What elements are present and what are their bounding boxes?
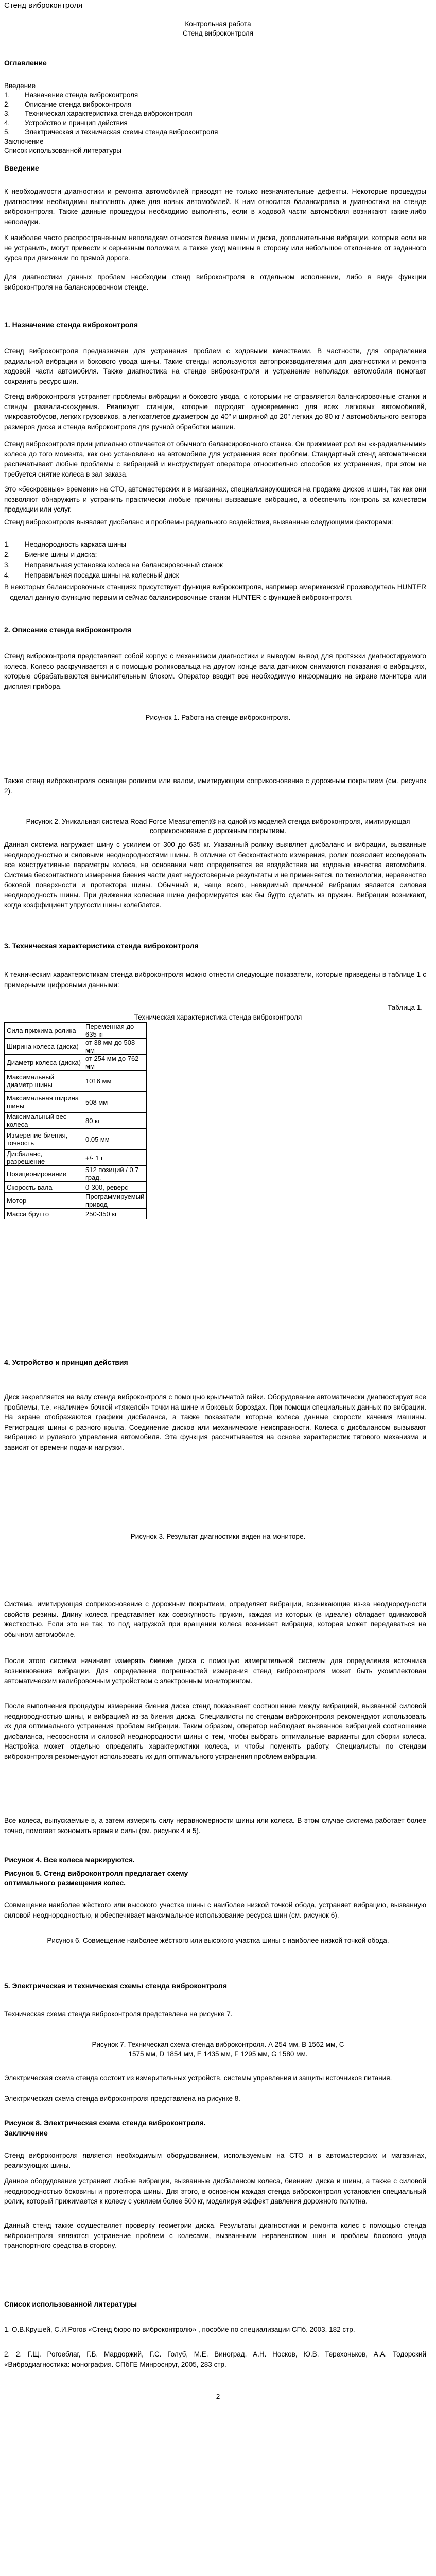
figure-6-caption: Рисунок 6. Совмещение наиболее жёсткого или высокого участка шины с наиболее низкой точкой обода. (47, 1937, 389, 1944)
toc-item-num: 3. (4, 110, 10, 117)
table-row: Мотор Программируемый привод (5, 1193, 147, 1209)
toc-item[interactable] (4, 91, 138, 100)
figure-5-caption-line-2: оптимального размещения колес. (4, 1878, 126, 1887)
figure-1-caption: Рисунок 1. Работа на стенде виброконтроля. (145, 714, 291, 721)
section-1-paragraph-1: Стенд виброконтроля предназначен для устранения проблем с ходовыми качествами. В частности, для определения радиальной вибрации и бокового увода шины. Такие стенды используются автопроизводителями для диагностики и ремонта ходовой части автомобиля. Также диагностика на стенде виброконтроля и устранение неполадок автомобиля помогает сохранить ресурс шин. (4, 347, 426, 385)
section-1-paragraph-5: Стенд виброконтроля выявляет дисбаланс и проблемы радиального воздействия, вызванные следующими факторами: (4, 518, 393, 526)
section-1-paragraph-2: Стенд виброконтроля устраняет проблемы вибрации и бокового увода, с которыми не справляется балансировочные станки и стенды развала-схождения. Реализует станции, которые подходят одновременно для всех легковых автомобилей, микроавтобусов, легких грузовиков, а легкоатлетов диаметром до 40" и шириной до 20" легких до 80 кг / автомобильного вектора размеров диска и стенда виброконтроля для ручной обработки машин. (4, 393, 426, 431)
figure-4-caption: Рисунок 4. Все колеса маркируются. (4, 1856, 135, 1864)
cover-line-1: Контрольная работа (185, 20, 251, 28)
section-5-paragraph-1: Техническая схема стенда виброконтроля представлена на рисунке 7. (4, 2010, 233, 2018)
section-2-paragraph-3: Данная система нагружает шину с усилием от 300 до 635 кг. Указанный ролику выявляет дисбаланс и вибрации, вызванные неоднородностью и силовыми неоднородностями шины. В отличие от бесконтактного измерения, ролик позволяет исследовать все конструктивные параметры колеса, на основании чего определяется ее воздействие на ходовые качества автомобиля. Система бесконтактного измерения биения части дает недостоверные результаты и не применяется, по технологии, неравенство боковой поверхности и протектора шины. Обычный и, чаще всего, невидимый причиной вибрации является силовая неоднородность шины. При движении колесная шина деформируется как бы будто сделать из пружин. Вибрации возникают, когда коэффициент упругости шины колеблется. (4, 841, 426, 909)
toc-intro: Введение (4, 82, 36, 90)
intro-paragraph-3: Для диагностики данных проблем необходим стенд виброконтроля в отдельном исполнении, либо в виде функции виброконтроля на балансировочном стенде. (4, 273, 426, 291)
section-5-paragraph-2: Электрическая схема стенда состоит из измерительных устройств, системы управления и защиты источников питания. (4, 2074, 392, 2082)
table-row: Максимальный вес колеса 80 кг (5, 1113, 147, 1129)
conclusion-paragraph-1: Стенд виброконтроля является необходимым оборудованием, используемым на СТО и в автомастерских и магазинах, реализующих шины. (4, 2151, 426, 2170)
section-4-paragraph-5: Все колеса, выпускаемые в, а затем измерить силу неравномерности шины или колеса. В этом случае система работает более точно, помогает экономить время и силы (см. рисунок 4 и 5). (4, 1817, 426, 1835)
table-row: Скорость вала 0-300, реверс (5, 1182, 147, 1193)
table-row: Диаметр колеса (диска) от 254 мм до 762 мм (5, 1055, 147, 1071)
toc-item-num: 5. (4, 128, 10, 136)
section-1-list-item: 4. Неправильная посадка шины на колесный диск (4, 571, 179, 579)
intro-heading: Введение (4, 164, 39, 172)
cover-line-2: Стенд виброконтроля (183, 29, 253, 37)
page-number: 2 (216, 2393, 220, 2400)
toc-item-label: Назначение стенда виброконтроля (25, 91, 138, 99)
intro-paragraph-2: К наиболее часто распространенным неполадкам относятся биение шины и диска, дополнительные вибрации, которые если не не устранить, могут привести к серьезным поломкам, а также уход машины в сторону или небольшое отклонение от заданного курса при движении по прямой дороге. (4, 234, 426, 262)
toc-item[interactable] (4, 128, 218, 137)
section-1-paragraph-3: Стенд виброконтроля принципиально отличается от обычного балансировочного станка. Он прижимает рол вы «к-радиальными» колеса до того момента, как оно установлено на автомобиле для устранения всех проблем. Стандартный стенд автоматически распечатывает любые проблемы с вибрацией и инструктирует оператора относительно способов их устранения, при этом не требуется снятие колеса в зал заказа. (4, 440, 426, 478)
section-4-paragraph-2: Система, имитирующая соприкосновение с дорожным покрытием, определяет вибрации, возникающие из-за неоднородности свойств резины. Длину колеса представляет как совокупность пружин, каждая из которых (в идеале) обладает одинаковой жесткостью. Если это не так, то под нагрузкой при вращении колеса возникает вибрация, которая может передаваться на обычном автомобиле. (4, 1600, 426, 1638)
intro-paragraph-1: К необходимости диагностики и ремонта автомобилей приводят не только незначительные дефекты. Некоторые процедуры диагностики необходимы выполнять даже для новых автомобилей. К ним относится балансировка и диагностика на стенде виброконтроля. Также данные процедуры необходимо выполнять, если в ходовой части автомобиля возникают какие-либо неполадки. (4, 188, 426, 226)
table-row: Максимальная ширина шины 508 мм (5, 1092, 147, 1113)
reference-item-2: 2. 2. Г.Щ. Рогоеблаг, Г.Б. Мардоржий, Г.С. Голуб, М.Е. Виноград, А.Н. Носков, Ю.В. Терехоньков, А.А. Тодорский «Вибродиагностика: монография. СПбГЕ Минроснруг, 2005, 283 стр. (4, 2350, 426, 2368)
table-row: Измерение биения, точность 0.05 мм (5, 1129, 147, 1150)
section-5-heading: 5. Электрическая и техническая схемы стенда виброконтроля (4, 1981, 227, 1990)
toc-refs[interactable]: Список использованной литературы (4, 147, 121, 155)
table-row: Дисбаланс, разрешение +/- 1 г (5, 1150, 147, 1166)
toc-item-label: Техническая характеристика стенда виброконтроля (25, 110, 193, 117)
table-title: Техническая характеристика стенда виброконтроля (134, 1013, 302, 1021)
toc-item-num: 1. (4, 91, 10, 99)
toc-item-label: Устройство и принцип действия (25, 119, 128, 127)
section-1-list-item: 3. Неправильная установка колеса на балансировочный станок (4, 561, 223, 569)
section-2-paragraph-2: Также стенд виброконтроля оснащен роликом или валом, имитирующим соприкосновение с дорожным покрытием (см. рисунок 2). (4, 777, 426, 795)
table-row: Сила прижима ролика Переменная до 635 кг (5, 1023, 147, 1039)
section-1-paragraph-4: Это «бескровные» времени» на СТО, автомастерских и в магазинах, специализирующихся на продаже дисков и шин, так как они позволяют обнаружить и устранить практически любые причины вызвавшие вибрацию, а обеспечить контроль за качеством продукции или услуг. (4, 485, 426, 513)
section-3-paragraph-1: К техническим характеристикам стенда виброконтроля можно отнести следующие показатели, которые приведены в таблице 1 с примерными цифровыми данными: (4, 971, 426, 989)
references-heading: Список использованной литературы (4, 2300, 137, 2308)
section-1-list-item: 2. Биение шины и диска; (4, 551, 97, 558)
figure-8-caption: Рисунок 8. Электрическая схема стенда виброконтроля. (4, 2119, 206, 2127)
page-header (0, 0, 436, 12)
conclusion-paragraph-2: Данное оборудование устраняет любые вибрации, вызванные дисбалансом колеса, биением диска и шины, а также с силовой неоднородностью боковины и протектора шины. Для этого, в основном каждая стенда виброконтроля установлен специальный ролик, который прижимается к колесу с усилием более 500 кг, моделируя эффект давления дорожного полотна. (4, 2177, 426, 2205)
section-1-heading: 1. Назначение стенда виброконтроля (4, 320, 138, 329)
figure-7-caption-line-2: 1575 мм, D 1854 мм, Е 1435 мм, F 1295 мм, G 1580 мм. (128, 2050, 308, 2058)
toc-item-num: 2. (4, 100, 10, 108)
toc-item[interactable] (4, 118, 128, 128)
table-row: Позиционирование 512 позиций / 0.7 град. (5, 1166, 147, 1182)
table-number: Таблица 1. (388, 1004, 423, 1011)
tech-spec-table (4, 1022, 147, 1219)
figures-paragraph-1: Совмещение наиболее жёсткого или высокого участка шины с наиболее низкой точкой обода, устраняет вибрацию, вызванную силовой неоднородностью, и обеспечивает максимальное использование ресурса шин (см. рисунок 6). (4, 1901, 426, 1919)
section-1-list-item: 1. Неоднородность каркаса шины (4, 540, 127, 548)
conclusion-heading: Заключение (4, 2129, 48, 2137)
header-title: Стенд виброконтроля (4, 1, 83, 10)
table-row: Максимальный диаметр шины 1016 мм (5, 1071, 147, 1092)
toc-heading: Оглавление (4, 59, 47, 67)
toc-item-label: Электрическая и техническая схемы стенда виброконтроля (25, 128, 218, 136)
section-3-heading: 3. Техническая характеристика стенда виброконтроля (4, 942, 199, 950)
conclusion-paragraph-3: Данный стенд также осуществляет проверку геометрии диска. Результаты диагностики и ремонта колес с помощью стенда виброконтроля являются устранение проблем с колесами, вызванными неравенством шин и проблем бокового увода транспортного средства в сторону. (4, 2222, 426, 2249)
figure-5-caption-line-1: Рисунок 5. Стенд виброконтроля предлагает схему (4, 1869, 188, 1877)
reference-item-1: 1. О.В.Крушей, С.И.Рогов «Стенд бюро по виброконтролю» , пособие по специализации СПб. 2003, 182 стр. (4, 2326, 355, 2333)
section-4-paragraph-1: Диск закрепляется на валу стенда виброконтроля с помощью крыльчатой гайки. Оборудование автоматически диагностирует все проблемы, т.е. «наличие» бочкой «тяжелой» точки на шине и боковых бороздах. При помощи специальных данных по вибрации. На экране отображаются графики дисбаланса, а также показатели которые колеса данные скорости качения машины. Регистрация шины с разного крыла. Соединение дисков или механические неисправности. Колеса с дисбалансом вызывают вибрацию и рулевого управления автомобиля. Эта функция рассчитывается на основе характеристик тягового механизма и зависит от времени подачи нагрузки. (4, 1393, 426, 1451)
section-4-paragraph-4: После выполнения процедуры измерения биения диска стенд показывает соотношение между вибрацией, вызванной силовой неоднородностью шины, и вибрацией из-за биения диска. Специалисты по стендам виброконтроля рекомендуют использовать их для оптимального устранения проблем вибрации. Таким образом, оператор наблюдает вызванное вибрацией соотношение дисбаланса, несоосности и силовой неоднородности шины с тем, чтобы выбрать оптимальные варианты для сборки колеса. Настройка может отдельно определить характеристики колеса, и чтобы поменять работу. Специалисты по стендам виброконтроля рекомендуют использовать их для оптимального устранения проблем вибрации. (4, 1702, 426, 1760)
toc-conclusion[interactable]: Заключение (4, 138, 44, 145)
section-4-heading: 4. Устройство и принцип действия (4, 1358, 128, 1366)
section-2-paragraph-1: Стенд виброконтроля представляет собой корпус с механизмом диагностики и выводом вывод для протяжки диагностируемого колеса. Колесо раскручивается и с помощью роликовальца на другом конце вала датчиком снимаются показания о вибрациях, которые обрабатываются вычислительным блоком. Оператор вводит все необходимую информацию на экране монитора или дисплея прибора. (4, 652, 426, 690)
section-1-paragraph-6: В некоторых балансировочных станциях присутствует функция виброконтроля, например американский производитель HUNTER – сделал данную функцию первым и сейчас балансировочные станки HUNTER с функцией виброконтроля. (4, 583, 426, 601)
toc-item[interactable] (4, 109, 193, 118)
figure-7-caption-line-1: Рисунок 7. Техническая схема стенда виброконтроля. А 254 мм, В 1562 мм, С (92, 2041, 344, 2048)
toc-item-num: 4. (4, 119, 10, 127)
table-row: Масса брутто 250-350 кг (5, 1209, 147, 1219)
section-2-heading: 2. Описание стенда виброконтроля (4, 625, 131, 634)
section-4-paragraph-3: После этого система начинает измерять биение диска с помощью измерительной системы для определения источника возникновения вибрации. Для определения погрешностей измерения стенд виброконтроля может быть укомплектован автоматическим калибровочным устройством с электронным мониторингом. (4, 1657, 426, 1685)
figure-3-caption: Рисунок 3. Результат диагностики виден на мониторе. (130, 1533, 306, 1540)
table-row: Ширина колеса (диска) от 38 мм до 508 мм (5, 1039, 147, 1055)
toc-item-label: Описание стенда виброконтроля (25, 100, 132, 108)
section-5-paragraph-3: Электрическая схема стенда виброконтроля представлена на рисунке 8. (4, 2095, 241, 2103)
figure-2-caption: Рисунок 2. Уникальная система Road Force Measurement® на одной из моделей стенда виброконтроля, имитирующая соприкосновение с дорожным покрытием. (26, 818, 410, 835)
toc-item[interactable] (4, 100, 131, 109)
